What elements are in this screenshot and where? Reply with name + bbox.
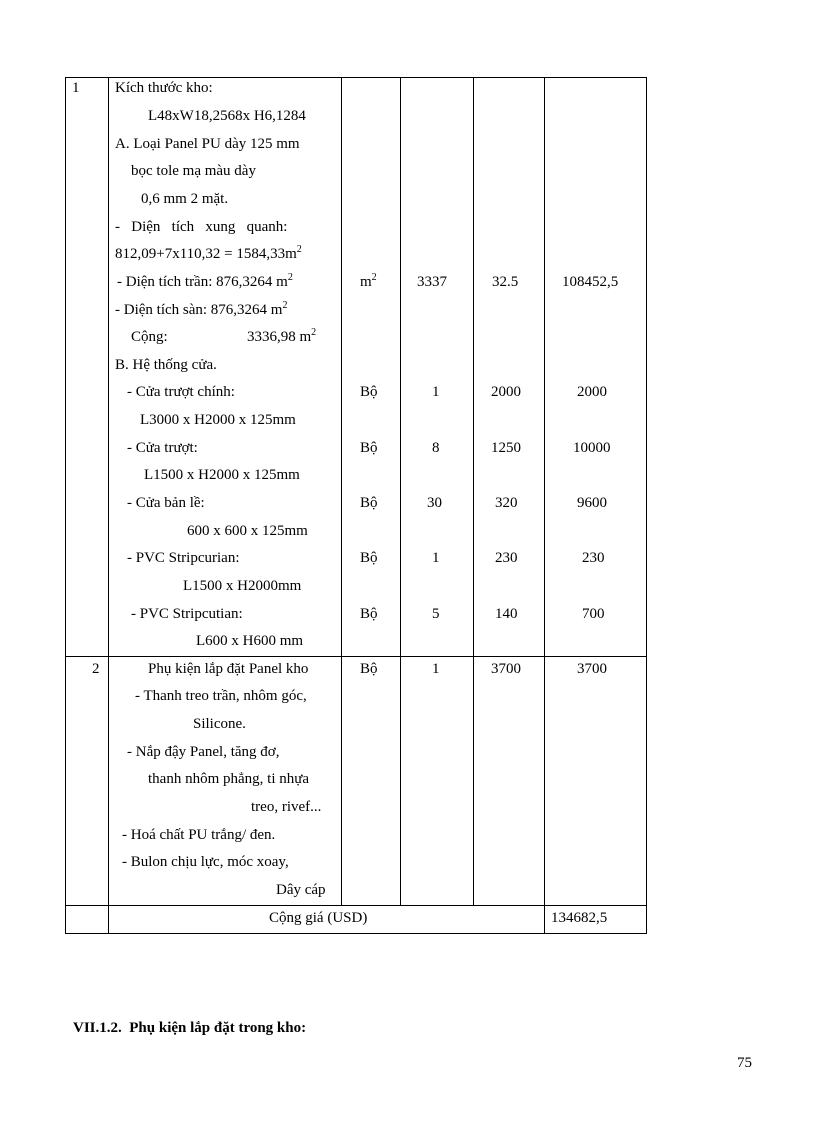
unit-cell: Bộ [360,384,378,400]
qty-cell: 30 [427,495,442,511]
desc-line: bọc tole mạ màu dày [131,163,256,179]
desc-line: - PVC Stripcurian: [127,550,240,566]
row-number: 1 [72,80,80,96]
desc-line: - Bulon chịu lực, móc xoay, [122,854,289,870]
desc-line: - Diện tích xung quanh: [115,219,288,235]
desc-line: - Cửa bản lề: [127,495,205,511]
desc-line: - Diện tích trần: 876,3264 $m^2$ [117,272,293,290]
desc-line: thanh nhôm phẳng, ti nhựa [148,771,310,787]
desc-line: treo, rivef... [251,799,322,815]
unit-cell: Bộ [360,495,378,511]
desc-line: L600 x H600 mm [196,633,304,649]
desc-line: 600 x 600 x 125mm [187,523,308,539]
price-cell: 32.5 [492,274,519,290]
total-cell: 700 [582,606,605,622]
desc-line: - PVC Stripcutian: [131,606,243,622]
total-cell: 10000 [573,440,611,456]
total-cell: 2000 [577,384,607,400]
unit-cell: Bộ [360,606,378,622]
desc-line: - Thanh treo trần, nhôm góc, [135,688,307,704]
table-border-top [65,77,647,78]
table-border-left [65,77,66,934]
total-cell: 9600 [577,495,607,511]
qty-cell: 1 [432,550,440,566]
unit-cell: Bộ [360,550,378,566]
total-cell: 108452,5 [562,274,619,290]
table-row-divider [65,905,647,906]
table-border-bottom [65,933,647,934]
table-col-divider [473,77,474,906]
desc-line: 0,6 mm 2 mặt. [141,191,229,207]
table-col-divider [341,77,342,906]
price-cell: 2000 [491,384,521,400]
price-cell: 230 [495,550,518,566]
desc-line: L1500 x H2000mm [183,578,302,594]
total-cell: 3700 [577,661,607,677]
desc-line: L1500 x H2000 x 125mm [144,467,300,483]
price-cell: 1250 [491,440,521,456]
desc-line: L3000 x H2000 x 125mm [140,412,296,428]
total-cell: 230 [582,550,605,566]
desc-line: B. Hệ thống cửa. [115,357,217,373]
desc-line: - Cửa trượt: [127,440,198,456]
desc-line: - Cửa trượt chính: [127,384,235,400]
desc-line: - Hoá chất PU trắng/ đen. [122,827,276,843]
total-value: 134682,5 [551,910,608,926]
desc-line: Phụ kiện lắp đặt Panel kho [148,661,309,677]
desc-line: $812,09+7x110,32 = 1584,33m^2$ [115,244,302,262]
price-cell: 3700 [491,661,521,677]
section-heading: VII.1.2. Phụ kiện lắp đặt trong kho: [73,1020,307,1036]
desc-line: - Nắp đậy Panel, tăng đơ, [127,744,280,760]
desc-line: Dây cáp [276,882,326,898]
table-col-divider [544,77,545,934]
price-cell: 140 [495,606,518,622]
total-label: Cộng giá (USD) [269,910,368,926]
table-col-divider [108,77,109,934]
qty-cell: 1 [432,384,440,400]
desc-line: L48xW18,2568x H6,1284 [148,108,306,124]
qty-cell: 3337 [417,274,447,290]
unit-cell: $m^2$ [360,272,377,290]
qty-cell: 1 [432,661,440,677]
table-row-divider [65,656,647,657]
unit-cell: Bộ [360,440,378,456]
desc-line: 3336,98 $m^2$ [247,327,317,345]
desc-line: - Diện tích sàn: 876,3264 $m^2$ [115,300,288,318]
unit-cell: Bộ [360,661,378,677]
qty-cell: 5 [432,606,440,622]
table-border-right [646,77,647,934]
qty-cell: 8 [432,440,440,456]
row-number: 2 [92,661,100,677]
page-number: 75 [737,1055,752,1071]
table-col-divider [400,77,401,906]
desc-line: Silicone. [193,716,246,732]
price-cell: 320 [495,495,518,511]
desc-line: Cộng: [131,329,168,345]
desc-line: A. Loại Panel PU dày 125 mm [115,136,300,152]
desc-line: Kích thước kho: [115,80,213,96]
